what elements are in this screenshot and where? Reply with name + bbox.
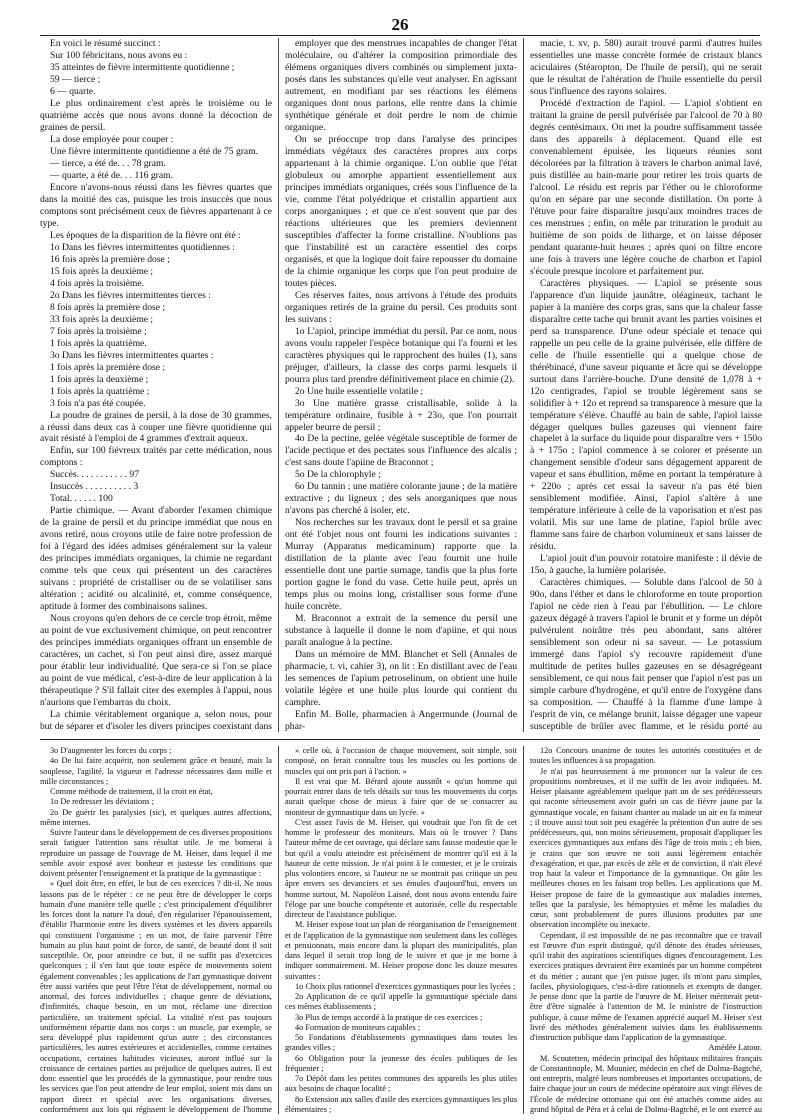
paragraph: 12o Concours unanime de toutes les autorités constituées et de toutes les influences à sa propagation. — [530, 746, 762, 766]
list-line: Succès. . . . . . . . . . . 97 — [50, 469, 139, 481]
list-line: Une fièvre intermittente quotidienne a été de 75 gram. — [50, 145, 259, 157]
paragraph: M. Braconnot a extrait de la semence du persil une substance à laquelle il donne le nom d'apiine, et qui nous paraît analogue à la pectine. — [285, 613, 517, 649]
paragraph: L'apiol jouit d'un pouvoir rotatoire manifeste : il dévie de 15o, à gauche, la lumière polarisée. — [530, 553, 762, 577]
header-rule — [40, 35, 760, 36]
paragraph: Comme méthode de traitement, il la croit en état, — [50, 787, 213, 796]
paragraph: « Quel doit être, en effet, le but de ces exercices ? dit-il. Ne nous lassons pas de le répéter : ce ne peut être de développer le corps humain d'une manière telle quelle ; c'est principalement d'équilibrer les forces dont la nature l'a doué, d'en régulariser l'épanouissement, d'établir l'harmonie entre les divers systèmes et les divers appareils qui constituent l'organisme ; en un mot, de faire parvenir l'être humain au plus haut point de force, de santé, de beauté dont il soit susceptible. Or, pour atteindre ce but, il ne suffit pas d'exercices quelconques ; il s'en faut que toute espèce de mouvements soient également convenables ; les applications de l'art gymnastique doivent être aussi variées que peut l'être l'état de développement, normal ou anormal, des forces individuelles ; chaque genre de déviations, d'infirmités, chaque besoin, en un mot, réclame une direction particulière, un traitement spécial. La vitalité n'est pas toujours uniformément répartie dans nos corps : un muscle, par exemple, se sera développé plus rapidement qu'un autre ; des circonstances particulières, les autres extérieures et accidentelles, comme certaines occupations, certaines habitudes vicieuses, auront influé sur la croissance de certaines parties au préjudice de quelques autres. Il est donc essentiel que les procédés de la gymnastique, pour rendre tous les services que l'on peut attendre de leur emploi, soient mis dans un rapport direct et spécial avec les organisations diverses, conformément aux lois qui régissent le développement de l'homme — [40, 879, 272, 1114]
paragraph: 7o Dépôt dans les petites communes des appareils les plus utiles aux besoins de chaque localité ; — [285, 1074, 517, 1094]
paragraph: Sur 100 fébricitans, nous avons eu : — [50, 49, 188, 61]
paragraph: Encore n'avons-nous réussi dans les fièvres quartes que dans la moitié des cas, puisque les trois insuccès que nous comptons sont précisément ceux de fièvres appartenant à ce type. — [40, 181, 272, 229]
column-divider — [523, 746, 524, 1114]
paragraph: Partie chimique. — Avant d'aborder l'examen chimique de la graine de persil et du principe immédiat que nous en avons retiré, nous croyons utile de faire notre profession de foi à l'égard des idées admises généralement sur la valeur des principes immédiats organiques, la chimie ne regardant comme tels que ceux qui présentent un des caractères suivans : propriété de cristalliser ou de se volatiliser sans altération ; acidité ou alcalinité, et, comme conséquence, aptitude à former des combinaisons salines. — [40, 505, 272, 613]
list-line: 1 fois après la quatrième. — [50, 337, 147, 349]
paragraph: Enfin M. Bolle, pharmacien à Angermunde (Journal de phar- — [285, 709, 517, 732]
paragraph: 3o Plus de temps accordé à la pratique de ces exercices ; — [295, 1012, 483, 1022]
list-line: — quarte, a été de. . . 116 gram. — [50, 169, 173, 181]
list-line: 6 — quarte. — [50, 85, 96, 97]
list-line: 15 fois après la deuxième ; — [50, 265, 154, 277]
list-line: Total. . . . . . 100 — [50, 493, 113, 505]
paragraph: Caractères physiques. — L'apiol se présente sous l'apparence d'un liquide jaunâtre, oléagineux, tachant le papier à la manière des corps gras, sans que la chaleur fasse disparaître cette tache qui brunit avant les parties voisines et perd sa transparence. D'une odeur spéciale et tenace qui rappelle un peu celle de la graine pulvérisée, elle diffère de celle de l'huile essentielle qui a quelque chose de thérébinacé, d'une saveur piquante et âcre qui se développe surtout dans l'arrière-bouche. D'une densité de 1,078 à + 12o centigrades, l'apiol se trouble légèrement sans se solidifier à + 12o et reprend sa transparence à mesure que la température s'élève. Chauffé au bain de sable, l'apiol laisse dégager quelques bulles gazeuses qui viennent faire chapelet à la surface du liquide pour disparaître vers + 150o à + 175o ; l'apiol commence à se colorer et présente un changement sensible d'odeur sans dégagement apparent de vapeur et sans ébullition, même en portant la température à + 220o ; après cet essai la saveur n'a pas été bien sensiblement modifiée. Ainsi, l'apiol s'altère à une température inférieure à celle de la vaporisation et n'est pas volatil. Mis sur une lame de platine, l'apiol brûle avec flamme sans faire de charbon volumineux et sans laisser de résidu. — [530, 277, 762, 553]
paragraph: 5o Fondations d'établissements gymnastiques dans toutes les grandes villes ; — [285, 1033, 517, 1053]
page-number: 26 — [391, 15, 409, 34]
paragraph: 6o Obligation pour la jeunesse des écoles publiques de les fréquenter ; — [285, 1053, 517, 1073]
paragraph: 3o Dans les fièvres intermittentes quartes : — [50, 349, 214, 361]
paragraph: Dans un mémoire de MM. Blanchet et Sell (Annales de pharmacie, t. vi, cahier 3), on lit : En distillant avec de l'eau les semences de l'apium petroselinum, on obtient une huile volatile légère et une huile plus lourde qui contient du camphre. — [285, 649, 517, 709]
paragraph: 4o De la pectine, gelée végétale susceptible de former de l'acide pectique et des pectates sous l'influence des alcalis ; c'est sans doute l'apiine de Braconnot ; — [285, 433, 517, 469]
paragraph: macie, t. xv, p. 580) aurait trouvé parmi d'autres huiles essentielles une masse concrète formée de cristaux blancs aciculaires (Stéaropton, De l'huile de persil), qui ne serait que le résultat de l'altération de l'huile essentielle du persil sous l'influence des rayons solaires. — [530, 38, 762, 97]
column-divider — [523, 38, 524, 732]
top-column-3 — [530, 38, 762, 732]
paragraph: 1o Choix plus rationnel d'exercices gymnastiques pour les lycées ; — [295, 981, 516, 991]
paragraph: 3o D'augmenter les forces du corps ; — [50, 746, 172, 755]
paragraph: employer que des menstrues incapables de changer l'état moléculaire, ou d'altérer la composition primordiale des élémens organiques divers combinés ou simplement juxta-posés dans les substances qu'elle veut analyser. En agissant autrement, en modifiant par ses réactions les élémens organiques dont nous parlons, elle rentre dans la chimie synthétique générale et doit perdre le nom de chimie organique. — [285, 38, 517, 133]
paragraph: Il est vrai que M. Bérard ajoute aussitôt « qu'un homme qui pourrait entrer dans de tels détails sur tous les mouvements du corps aurait quelque chose de mieux à faire que de se consacrer au moniteur de gymnastique dans un lycée. » — [285, 776, 517, 817]
paragraph: Enfin, sur 100 fiévreux traités par cette médication, nous comptons : — [40, 445, 272, 469]
paragraph: 1o Dans les fièvres intermittentes quotidiennes : — [50, 241, 235, 253]
list-line: 3 fois n'a pas été coupée. — [50, 397, 146, 409]
paragraph: M. Heiser expose tout un plan de réorganisation de l'enseignement et de l'application de la gymnastique non seulement dans les collèges et pensionnats, mais encore dans la plupart des municipalités, plan dans lequel il serait trop long de le suivre et que je me borne à indiquer sommairement. M. Heiser propose donc les douze mesures suivantes : — [285, 920, 517, 981]
bottom-column-2 — [285, 746, 517, 1114]
list-line: 1 fois après la quatrième ; — [50, 385, 150, 397]
paragraph: 1o De redresser les déviations ; — [50, 797, 154, 807]
paragraph: Je n'ai pas heureusement à me prononcer sur la valeur de ces propositions nombreuses, et il me suffit de les avoir indiquées. M. Heiser plaisante agréablement quelque part un de ses prédécesseurs qui raconte sérieusement avoir guéri un cas de fièvre jaune par la gymnastique vocale, en faisant chanter au malade un air en fa mineur ; il trouve aussi tout soit peu exagérée la prétention d'un autre de ses prédécesseurs, qui, non moins sérieusement, proposait d'appliquer les exercices gymnastiques aux enfans dès l'âge de trois mois ; eh bien, je crains que son œuvre ne soit aussi légèrement entachée d'exagération, et que, par excès de zèle et de conviction, il n'ait élevé trop haut la valeur et l'importance de la gymnastique. On gâte les meilleures choses en les faisant trop belles. Les applications que M. Heiser propose de faire de la gymnastique aux maladies internes, telles que la paralysie, les hémoptysies et même les maladies du cœur, sont probablement de pures illusions produites par une observation incomplète ou inexacte. — [530, 766, 762, 930]
paragraph: La dose employée pour couper : — [50, 133, 174, 145]
paragraph: Le plus ordinairement c'est après le troisième ou le quatrième accès que nous avons donné la décoction de graines de persil. — [40, 97, 272, 133]
paragraph: On se préoccupe trop dans l'analyse des principes immédiats végétaux des caractères propres aux corps appartenant à la chimie organique. L'on oublie que l'état globuleux ou amorphe appartient essentiellement aux principes immédiats organiques, créés sous l'influence de la vie, comme l'état polyédrique et cristallin appartient aux corps anorganiques ; et que ce n'est souvent que par des réactions ultérieures que les premiers deviennent susceptibles d'affecter la forme cristalline. N'oublions pas que l'instabilité est un caractère essentiel des corps organisés, et que la logique doit faire repousser du domaine de la chimie organique les corps que l'on peut produire de toutes pièces. — [285, 133, 517, 289]
paragraph: 3o Une matière grasse cristallisable, solide à la température ordinaire, fusible à + 23o, que l'on pourrait appeler beurre de persil ; — [285, 397, 517, 433]
column-divider — [278, 38, 279, 732]
paragraph: Nous croyons qu'en dehors de ce cercle trop étroit, même au point de vue exclusivement chimique, on peut rencontrer des principes immédiats organiques offrant un ensemble de caractères, un cachet, si l'on peut ainsi dire, assez marqué pour établir leur individualité. Que sera-ce si l'on se place au point de vue médical, c'est-à-dire de leur application à la thérapeutique ? S'il fallait citer des exemples à l'appui, nous n'aurions que l'embarras du choix. — [40, 613, 272, 709]
paragraph: Nos recherches sur les travaux dont le persil et sa graine ont été l'objet nous ont fourni les indications suivantes : Murray (Apparatus medicaminum) rapporte que la distillation de la plante avec l'eau fournit une huile essentielle dont une partie surnage, tandis que la plus forte portion gagne le fond du vase. Cette huile peut, après un temps plus ou moins long, cristalliser sous forme d'une huile concrète. — [285, 517, 517, 613]
paragraph: Caractères chimiques. — Soluble dans l'alcool de 50 à 90o, dans l'éther et dans le chloroforme en toute proportion l'apiol ne cède rien à l'eau par l'ébullition. — Le chlore gazeux dégagé à travers l'apiol le brunit et y forme un dépôt pulvérulent noirâtre très peu abondant, sans altérer sensiblement son odeur ni sa saveur. — Le potassium immergé dans l'apiol s'y recouvre rapidement d'une multitude de petites bulles gazeuses en se désagrégeant sensiblement, ce qui nous fait penser que l'apiol n'est pas un simple carbure d'hydrogène, et qu'il entre de l'oxygène dans sa composition. — Chauffé à la flamme d'une lampe à l'esprit de vin, ce mélange brunit, laisse dégager une vapeur susceptible de brûler avec flamme, et le résidu porté au — [530, 577, 762, 732]
list-line: — tierce, a été de. . . 78 gram. — [50, 157, 166, 169]
paragraph: 4o Formation de moniteurs capables ; — [295, 1022, 421, 1032]
paragraph: Procédé d'extraction de l'apiol. — L'apiol s'obtient en traitant la graine de persil pulvérisée par l'alcool de 70 à 80 degrés centésimaux. On met la poudre suffisamment tassée dans des appareils à déplacement. Quand elle est convenablement épuisée, les liqueurs réunies sont décolorées par la filtration à travers le charbon animal lavé, puis distillée au bain-marie pour retirer les trois quarts de l'alcool. Le résidu est repris par l'éther ou le chloroforme qu'on en sépare par une seconde distillation. On porte à l'étuve pour faire disparaître jusqu'aux moindres traces de ces menstrues ; enfin, on mêle par trituration le produit au huitième de son poids de litharge, et on laisse déposer pendant quarante-huit heures ; après quoi on filtre encore une fois à travers une légère couche de charbon et l'apiol s'écoule presque incolore et parfaitement pur. — [530, 97, 762, 277]
bottom-column-1 — [40, 746, 272, 1114]
list-line: 7 fois après la troisième ; — [50, 325, 147, 337]
paragraph: M. Scoutetten, médecin principal des hôpitaux militaires français de Constantinople, M. Mounier, médecin en chef de Dolma-Bagtché, ont entrepris, malgré leurs nombreuses et importantes occupations, de faire chaque jour un cours de médecine opératoire aux vingt élèves de l'École de médecine ottomane qui ont été attachés comme aides au grand hôpital de Péra et à celui de Dolma-Bagtché, et le ont exercé au — [530, 1053, 762, 1114]
paragraph: La poudre de graines de persil, à la dose de 30 grammes, a réussi dans deux cas à couper une fièvre quotidienne qui avait résisté à l'emploi de 4 grammes d'extrait aqueux. — [40, 409, 272, 445]
paragraph: Ces réserves faites, nous arrivons à l'étude des produits organiques retirés de la graine du persil. Ces produits sont les suivans : — [285, 289, 517, 325]
paragraph: 4o De lui faire acquérir, non seulement grâce et beauté, mais la souplesse, l'agilité, la vigueur et l'adresse nécessaires dans mille et mille circonstances ; — [40, 756, 272, 786]
list-line: 35 atteintes de fièvre intermittente quotidienne ; — [50, 61, 235, 73]
paragraph: C'est assez l'avis de M. Heiser, qui voudrait que l'on fît de cet homme le professeur des moniteurs. Mais où le trouver ? Dans l'auteur même de cet ouvrage, qui déclare sans fausse modestie que le but qu'il a voulu atteindre est précisément de montrer qu'il est à la hauteur de cette mission. Je n'ai point à le contester, et je le croirais plus volontiers encore, si l'auteur ne se montrait pas critique un peu âpre envers ses devanciers et ses émules d'aujourd'hui, envers un homme surtout, M. Napoléon Laisné, dont nous avons entendu faire l'éloge par une bouche compétente et autorisée, celle du respectable directeur de l'assistance publique. — [285, 817, 517, 919]
paragraph: 6o Du tannin ; une matière colorante jaune ; de la matière extractive ; du ligneux ; des sels anorganiques que nous n'avons pas cherché à isoler, etc. — [285, 481, 517, 517]
paragraph: La chimie véritablement organique a, selon nous, pour but de séparer et d'isoler les divers principes coexistant dans — [40, 709, 272, 732]
paragraph: Les époques de la disparition de la fièvre ont été : — [50, 229, 241, 241]
column-divider — [278, 746, 279, 1114]
list-line: 16 fois après la première dose ; — [50, 253, 170, 265]
list-line: 59 — tierce ; — [50, 73, 101, 85]
paragraph: En voici le résumé succinct : — [50, 38, 161, 49]
list-line: 33 fois après la deuxième ; — [50, 313, 154, 325]
top-column-2 — [285, 38, 517, 732]
list-line: Insuccès . . . . . . . . . . 3 — [50, 481, 139, 493]
paragraph: 2o Dans les fièvres intermittentes tierces : — [50, 289, 211, 301]
section-rule — [40, 739, 760, 740]
bottom-column-3 — [530, 746, 762, 1114]
signature: Amédée Latour. — [708, 1043, 762, 1053]
list-line: 8 fois après la première dose ; — [50, 301, 166, 313]
paragraph: 2o Application de ce qu'il appelle la gymnastique spéciale dans ces mêmes établissements ; — [285, 992, 517, 1012]
list-line: 4 fois après la troisième. — [50, 277, 145, 289]
paragraph: 2o Une huile essentielle volatile ; — [295, 385, 424, 397]
paragraph: 1o L'apiol, principe immédiat du persil. Par ce nom, nous avons voulu rappeler l'espèce botanique qui l'a fourni et les caractères physiques qui le rapprochent des huiles (1), sans préjuger, d'ailleurs, la classe des corps parmi lesquels il pourra plus tard prendre définitivement place en chimie (2). — [285, 325, 517, 385]
paragraph: 2o De guérir les paralysies (sic), et quelques autres affections, même internes. — [40, 807, 272, 827]
paragraph: Cependant, il est impossible de ne pas reconnaître que ce travail est l'œuvre d'un esprit distingué, qu'il dénote des études sérieuses, qu'il trahit des aspirations scientifiques dignes d'encouragement. Les exercices pratiques devraient être examinés par un homme compétent et du métier ; autant que j'en puisse juger, ils m'ont paru simples, faciles, physiologiques, c'est-à-dire rationnels et exempts de danger. Je pense donc que la partie de l'œuvre de M. Heiser mériterait peut-être d'être signalée à l'attention de M. le ministre de l'instruction publique, à cause même de l'examen apprécié auquel M. Heiser s'est livré des méthodes généralement suivies dans les établissements d'instruction publique dans l'application de la gymnastique. — [530, 930, 762, 1042]
paragraph: » celle où, à l'occasion de chaque mouvement, soit simple, soit composé, on ferait connaître tous les muscles ou les portions de muscles qui ont pris part à l'action. » — [285, 746, 517, 776]
list-line: 1 fois après la deuxième ; — [50, 373, 149, 385]
paragraph: 5o De la chlorophyle ; — [295, 469, 381, 481]
paragraph: Suivre l'auteur dans le développement de ces diverses propositions serait fatiguer l'attention sans résultat utile. Je me bornerai à reproduire un passage de l'ouvrage de M. Heiser, dans lequel il me semble avoir exposé avec bonheur et justesse les conditions que doivent présenter l'enseignement et la pratique de la gymnastique : — [40, 828, 272, 878]
top-column-1 — [40, 38, 272, 732]
paragraph: 8o Extension aux salles d'asile des exercices gymnastiques les plus élémentaires ; — [285, 1094, 517, 1114]
list-line: 1 fois après la première dose ; — [50, 361, 166, 373]
